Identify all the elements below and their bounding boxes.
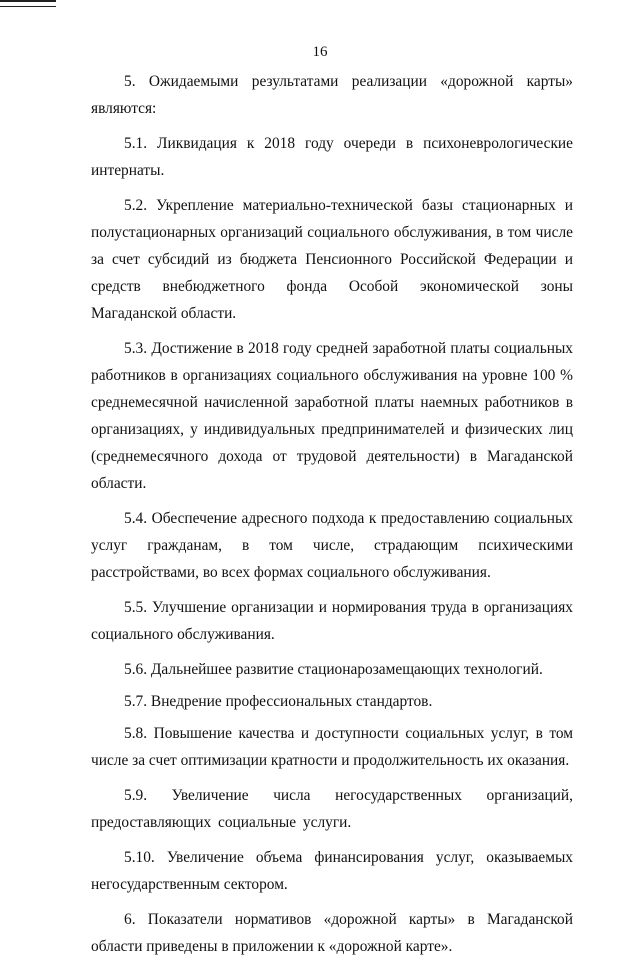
- paragraph-5-5: 5.5. Улучшение организации и нормирования труда в организациях социального обслуживания.: [91, 599, 573, 643]
- paragraph-5: 5. Ожидаемыми результатами реализации «дорожной карты» являются:: [91, 73, 573, 117]
- scan-corner-mark: [0, 0, 56, 7]
- paragraph-5-4: 5.4. Обеспечение адресного подхода к предоставлению социальных услуг гражданам, в том числе, страдающим психическими расстройствами, во всех формах социального обслуживания.: [91, 510, 573, 581]
- paragraph-5-9: 5.9. Увеличение числа негосударственных организаций, предоставляющих социальные услуги.: [91, 787, 573, 831]
- paragraph-5-10: 5.10. Увеличение объема финансирования услуг, оказываемых негосударственным сектором.: [91, 849, 573, 893]
- page-number: 16: [312, 44, 328, 60]
- paragraph-5-1: 5.1. Ликвидация к 2018 году очереди в психоневрологические интернаты.: [91, 135, 573, 179]
- paragraph-6: 6. Показатели нормативов «дорожной карты» в Магаданской области приведены в приложении к «дорожной карте».: [91, 911, 573, 955]
- paragraph-5-2: 5.2. Укрепление материально-технической базы стационарных и полустационарных организаций социального обслуживания, в том числе за счет субсидий из бюджета Пенсионного Российской Федерации и средств внебюджетного фонда Особой экономической зоны Магаданской области.: [91, 197, 573, 322]
- paragraph-5-3: 5.3. Достижение в 2018 году средней заработной платы социальных работников в организациях социального обслуживания на уровне 100 % среднемесячной начисленной заработной платы наемных работников в организациях, у индивидуальных предпринимателей и физических лиц (среднемесячного дохода от трудовой деятельности) в Магаданской области.: [91, 340, 573, 492]
- paragraph-5-6: 5.6. Дальнейшее развитие стационарозамещающих технологий.: [124, 661, 543, 678]
- document-body: [91, 68, 573, 968]
- paragraph-5-8: 5.8. Повышение качества и доступности социальных услуг, в том числе за счет оптимизации кратности и продолжительность их оказания.: [91, 725, 573, 769]
- paragraph-5-7: 5.7. Внедрение профессиональных стандартов.: [124, 693, 433, 710]
